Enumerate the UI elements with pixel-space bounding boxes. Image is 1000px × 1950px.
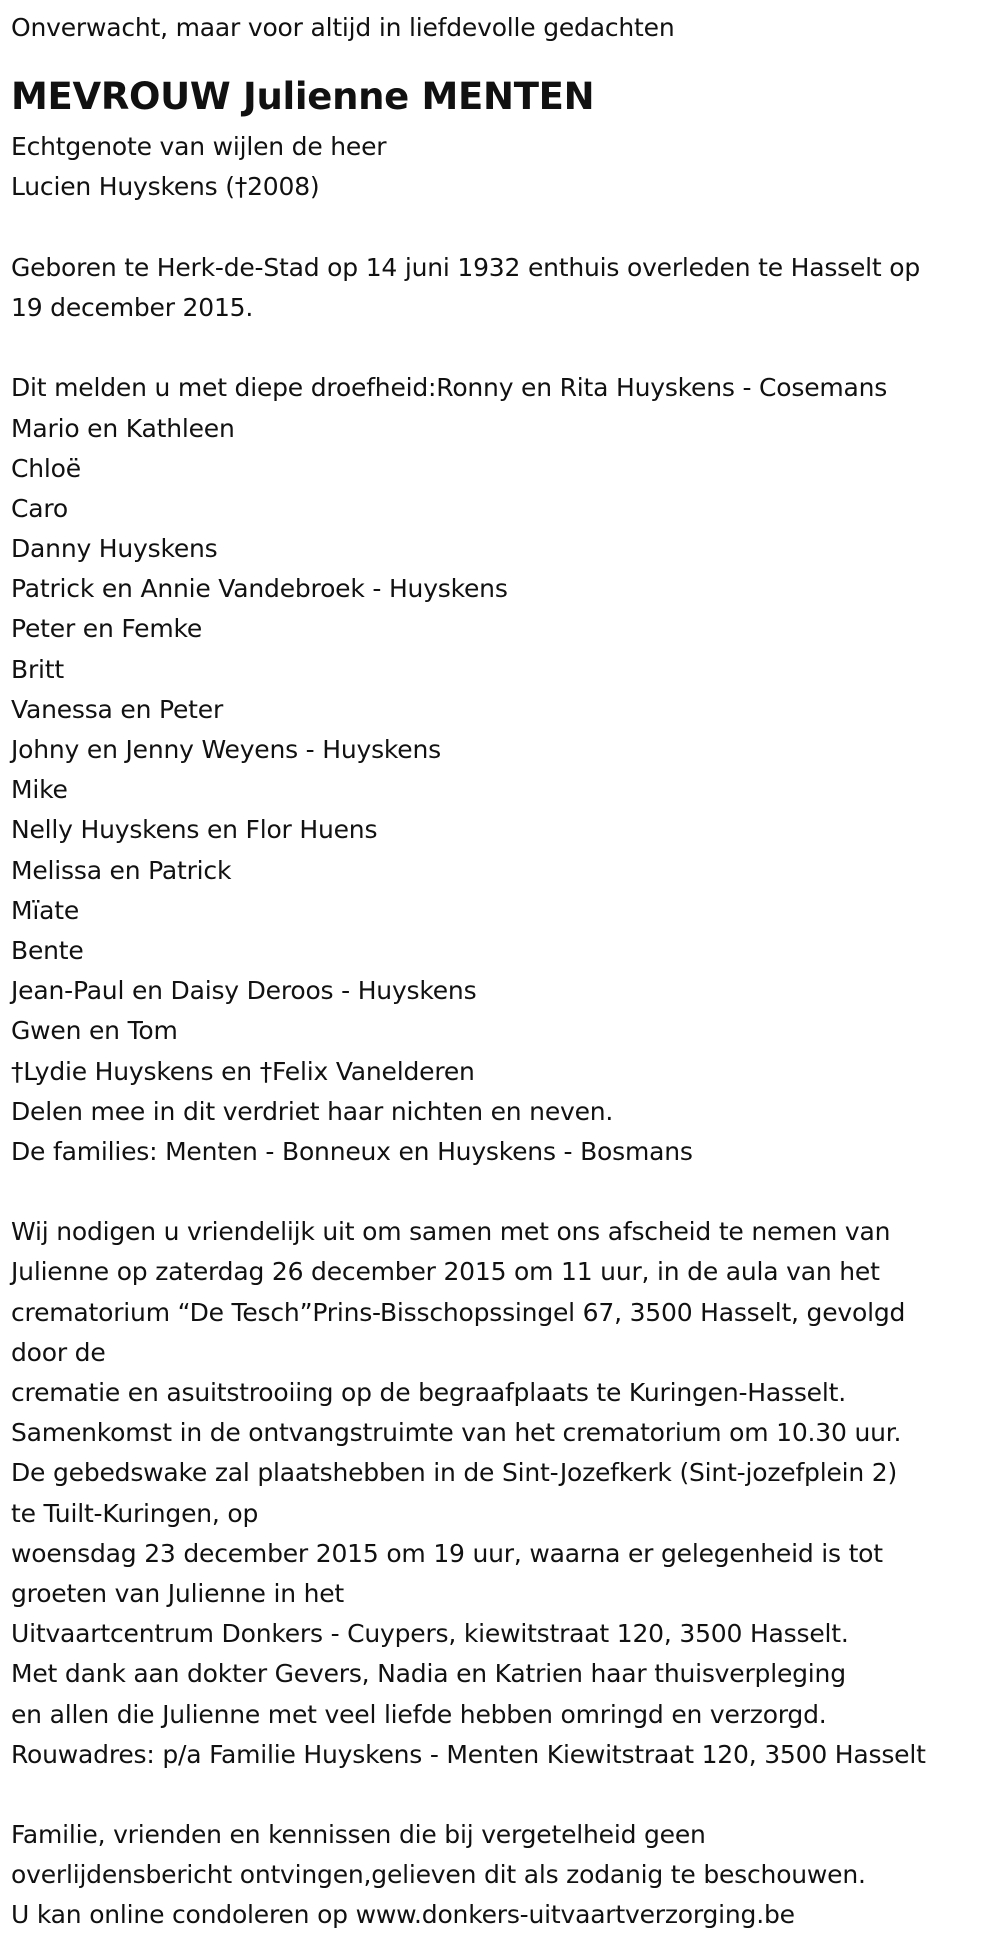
ceremony-line: te Tuilt-Kuringen, op — [11, 1498, 259, 1528]
deceased-name: MEVROUW Julienne MENTEN — [11, 75, 595, 119]
spouse-line: Echtgenote van wijlen de heer — [11, 132, 387, 162]
family-line: Jean-Paul en Daisy Deroos - Huyskens — [11, 976, 477, 1006]
family-line: Mario en Kathleen — [11, 413, 235, 443]
ceremony-line: Wij nodigen u vriendelijk uit om samen met ons afscheid te nemen van — [11, 1217, 891, 1247]
closing-line: overlijdensbericht ontvingen,gelieven dit als zodanig te beschouwen. — [11, 1860, 866, 1890]
family-line: Nelly Huyskens en Flor Huens — [11, 815, 378, 845]
intro-line: Onverwacht, maar voor altijd in liefdevolle gedachten — [11, 13, 675, 42]
family-line: Mïate — [11, 895, 80, 925]
spacer — [11, 1775, 996, 1815]
family-line: Vanessa en Peter — [11, 694, 224, 724]
family-line: De families: Menten - Bonneux en Huyskens - Bosmans — [11, 1136, 693, 1166]
family-line: Patrick en Annie Vandebroek - Huyskens — [11, 574, 508, 604]
family-line: Johny en Jenny Weyens - Huyskens — [11, 735, 441, 764]
obituary-notice — [11, 8, 996, 1936]
condolence-link-line: U kan online condoleren op www.donkers-uitvaartverzorging.be — [11, 1900, 795, 1930]
family-list — [11, 368, 996, 1172]
family-line: Caro — [11, 493, 69, 523]
ceremony-line: crematorium “De Tesch”Prins-Bisschopssingel 67, 3500 Hasselt, gevolgd — [11, 1297, 906, 1327]
ceremony-line: crematie en asuitstrooiing op de begraafplaats te Kuringen-Hasselt. — [11, 1378, 846, 1407]
family-line: Peter en Femke — [11, 614, 203, 644]
family-line: Bente — [11, 935, 84, 965]
family-line: Delen mee in dit verdriet haar nichten en neven. — [11, 1096, 614, 1126]
spacer — [11, 1172, 996, 1212]
ceremony-line: De gebedswake zal plaatshebben in de Sint-Jozefkerk (Sint-jozefplein 2) — [11, 1458, 898, 1488]
family-line: †Lydie Huyskens en †Felix Vanelderen — [11, 1056, 475, 1086]
ceremony-line: Met dank aan dokter Gevers, Nadia en Katrien haar thuisverpleging — [11, 1659, 846, 1689]
closing-notes — [11, 1815, 996, 1936]
closing-line: Familie, vrienden en kennissen die bij vergetelheid geen — [11, 1820, 706, 1850]
family-line: Chloë — [11, 453, 81, 483]
spacer — [11, 328, 996, 368]
birth-line: Geboren te Herk-de-Stad op 14 juni 1932 enthuis overleden te Hasselt op — [11, 252, 921, 282]
ceremony-line: en allen die Julienne met veel liefde hebben omringd en verzorgd. — [11, 1699, 827, 1729]
birth-line: 19 december 2015. — [11, 292, 254, 322]
ceremony-details — [11, 1212, 996, 1775]
spacer — [11, 208, 996, 248]
family-line: Melissa en Patrick — [11, 855, 232, 885]
ceremony-line: Samenkomst in de ontvangstruimte van het crematorium om 10.30 uur. — [11, 1418, 902, 1448]
family-line: Danny Huyskens — [11, 534, 218, 564]
spouse-line: Lucien Huyskens (†2008) — [11, 172, 320, 202]
ceremony-line: Julienne op zaterdag 26 december 2015 om 11 uur, in de aula van het — [11, 1257, 880, 1287]
family-line: Britt — [11, 654, 64, 684]
ceremony-line: groeten van Julienne in het — [11, 1578, 345, 1608]
ceremony-line: Rouwadres: p/a Familie Huyskens - Menten Kiewitstraat 120, 3500 Hasselt — [11, 1739, 926, 1769]
family-line: Mike — [11, 775, 68, 805]
ceremony-line: Uitvaartcentrum Donkers - Cuypers, kiewitstraat 120, 3500 Hasselt. — [11, 1619, 849, 1649]
ceremony-line: woensdag 23 december 2015 om 19 uur, waarna er gelegenheid is tot — [11, 1538, 883, 1568]
family-line: Gwen en Tom — [11, 1016, 178, 1046]
family-line: Dit melden u met diepe droefheid:Ronny en Rita Huyskens - Cosemans — [11, 373, 888, 403]
ceremony-line: door de — [11, 1337, 106, 1367]
